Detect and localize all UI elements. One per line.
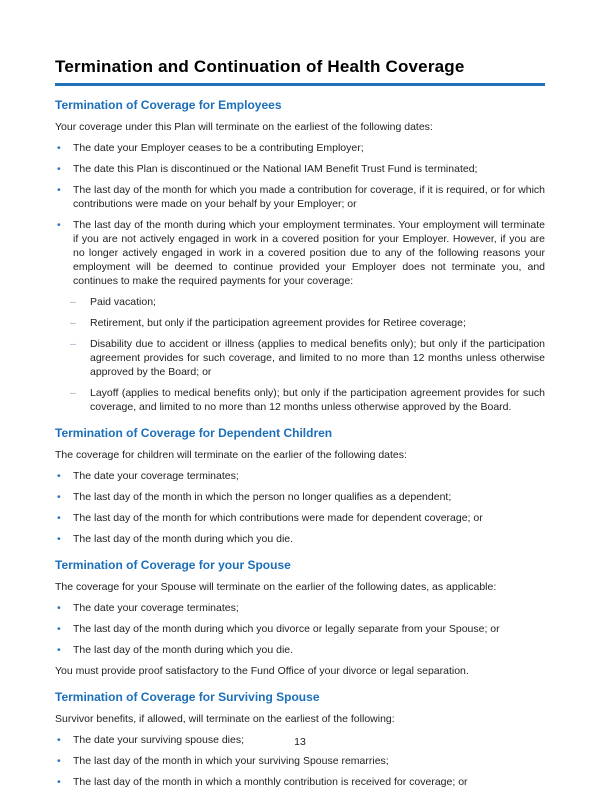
section-heading: Termination of Coverage for Dependent Children: [55, 426, 333, 440]
bullet-text: The last day of the month for which contributions were made for dependent coverage; or: [73, 512, 483, 524]
bullet-item: [55, 162, 545, 176]
bullet-text: The date your Employer ceases to be a contributing Employer;: [73, 142, 364, 154]
sub-bullet-text: Retirement, but only if the participation agreement provides for Retiree coverage;: [90, 317, 466, 329]
bullet-icon: •: [57, 623, 61, 635]
bullet-icon: •: [57, 163, 61, 175]
bullet-icon: •: [57, 142, 61, 154]
intro-paragraph: Your coverage under this Plan will terminate on the earliest of the following dates:: [55, 121, 433, 133]
bullet-item: [55, 469, 545, 483]
dash-icon: –: [70, 338, 76, 350]
section-heading: Termination of Coverage for Employees: [55, 98, 282, 112]
intro-paragraph: Survivor benefits, if allowed, will terminate on the earliest of the following:: [55, 713, 395, 725]
bullet-item: [55, 643, 545, 657]
dash-icon: –: [70, 317, 76, 329]
bullet-text: The last day of the month during which you divorce or legally separate from your Spouse; or: [73, 623, 500, 635]
bullet-icon: •: [57, 644, 61, 656]
bullet-text: The date your coverage terminates;: [73, 470, 239, 482]
document-content: [55, 98, 545, 789]
intro-paragraph: The coverage for children will terminate on the earlier of the following dates:: [55, 449, 407, 461]
sub-bullet-item: [70, 316, 545, 330]
bullet-icon: •: [57, 470, 61, 482]
title-rule: [55, 83, 545, 86]
bullet-icon: •: [57, 491, 61, 503]
dash-icon: –: [70, 387, 76, 399]
bullet-item: [55, 532, 545, 546]
bullet-text: The date this Plan is discontinued or the National IAM Benefit Trust Fund is terminated;: [73, 163, 478, 175]
bullet-item: [55, 218, 545, 288]
sub-bullet-text: Disability due to accident or illness (applies to medical benefits only); but only if the participation agreement provides for such coverage, and limited to no more than 12 months unless otherwise approved by the Board; or: [90, 338, 545, 378]
bullet-text: The last day of the month in which a monthly contribution is received for coverage; or: [73, 776, 468, 788]
bullet-item: [55, 183, 545, 211]
bullet-icon: •: [57, 734, 61, 746]
section-heading: Termination of Coverage for your Spouse: [55, 558, 291, 572]
bullet-text: The last day of the month for which you made a contribution for coverage, if it is required, or for which contributions were made on your behalf by your Employer; or: [73, 184, 545, 210]
section: [55, 558, 545, 678]
page-number: 13: [294, 736, 306, 748]
bullet-text: The last day of the month during which your employment terminates. Your employment will terminate if you are not actively engaged in work in a covered position for your Employer. However, if you are no longer actively engaged in work in a covered position due to any of the following reasons your employment will be deemed to continue provided your Employer does not terminate you, and continues to make the required payments for your coverage:: [73, 219, 545, 287]
intro-paragraph: The coverage for your Spouse will terminate on the earlier of the following dates, as applicable:: [55, 581, 497, 593]
section: [55, 426, 545, 546]
sub-bullet-item: [70, 337, 545, 379]
bullet-text: The last day of the month during which you die.: [73, 533, 294, 545]
sub-bullet-item: [70, 386, 545, 414]
bullet-item: [55, 511, 545, 525]
outro-paragraph: You must provide proof satisfactory to the Fund Office of your divorce or legal separation.: [55, 665, 469, 677]
bullet-item: [55, 775, 545, 789]
bullet-text: The date your surviving spouse dies;: [73, 734, 245, 746]
bullet-text: The date your coverage terminates;: [73, 602, 239, 614]
section: [55, 98, 545, 414]
bullet-icon: •: [57, 512, 61, 524]
sub-bullet-text: Paid vacation;: [90, 296, 156, 308]
bullet-text: The last day of the month during which you die.: [73, 644, 294, 656]
dash-icon: –: [70, 296, 76, 308]
bullet-item: [55, 754, 545, 768]
bullet-item: [55, 622, 545, 636]
bullet-icon: •: [57, 533, 61, 545]
bullet-icon: •: [57, 219, 61, 231]
bullet-item: [55, 141, 545, 155]
sub-bullet-item: [70, 295, 545, 309]
bullet-icon: •: [57, 602, 61, 614]
bullet-item: [55, 601, 545, 615]
bullet-text: The last day of the month in which the person no longer qualifies as a dependent;: [73, 491, 452, 503]
page-title: Termination and Continuation of Health Coverage: [55, 57, 465, 76]
bullet-item: [55, 490, 545, 504]
bullet-icon: •: [57, 755, 61, 767]
sub-bullet-text: Layoff (applies to medical benefits only); but only if the participation agreement provides for such coverage, and limited to no more than 12 months unless otherwise approved by the Board.: [90, 387, 545, 413]
bullet-icon: •: [57, 776, 61, 788]
section-heading: Termination of Coverage for Surviving Spouse: [55, 690, 320, 704]
bullet-text: The last day of the month in which your surviving Spouse remarries;: [73, 755, 389, 767]
bullet-icon: •: [57, 184, 61, 196]
